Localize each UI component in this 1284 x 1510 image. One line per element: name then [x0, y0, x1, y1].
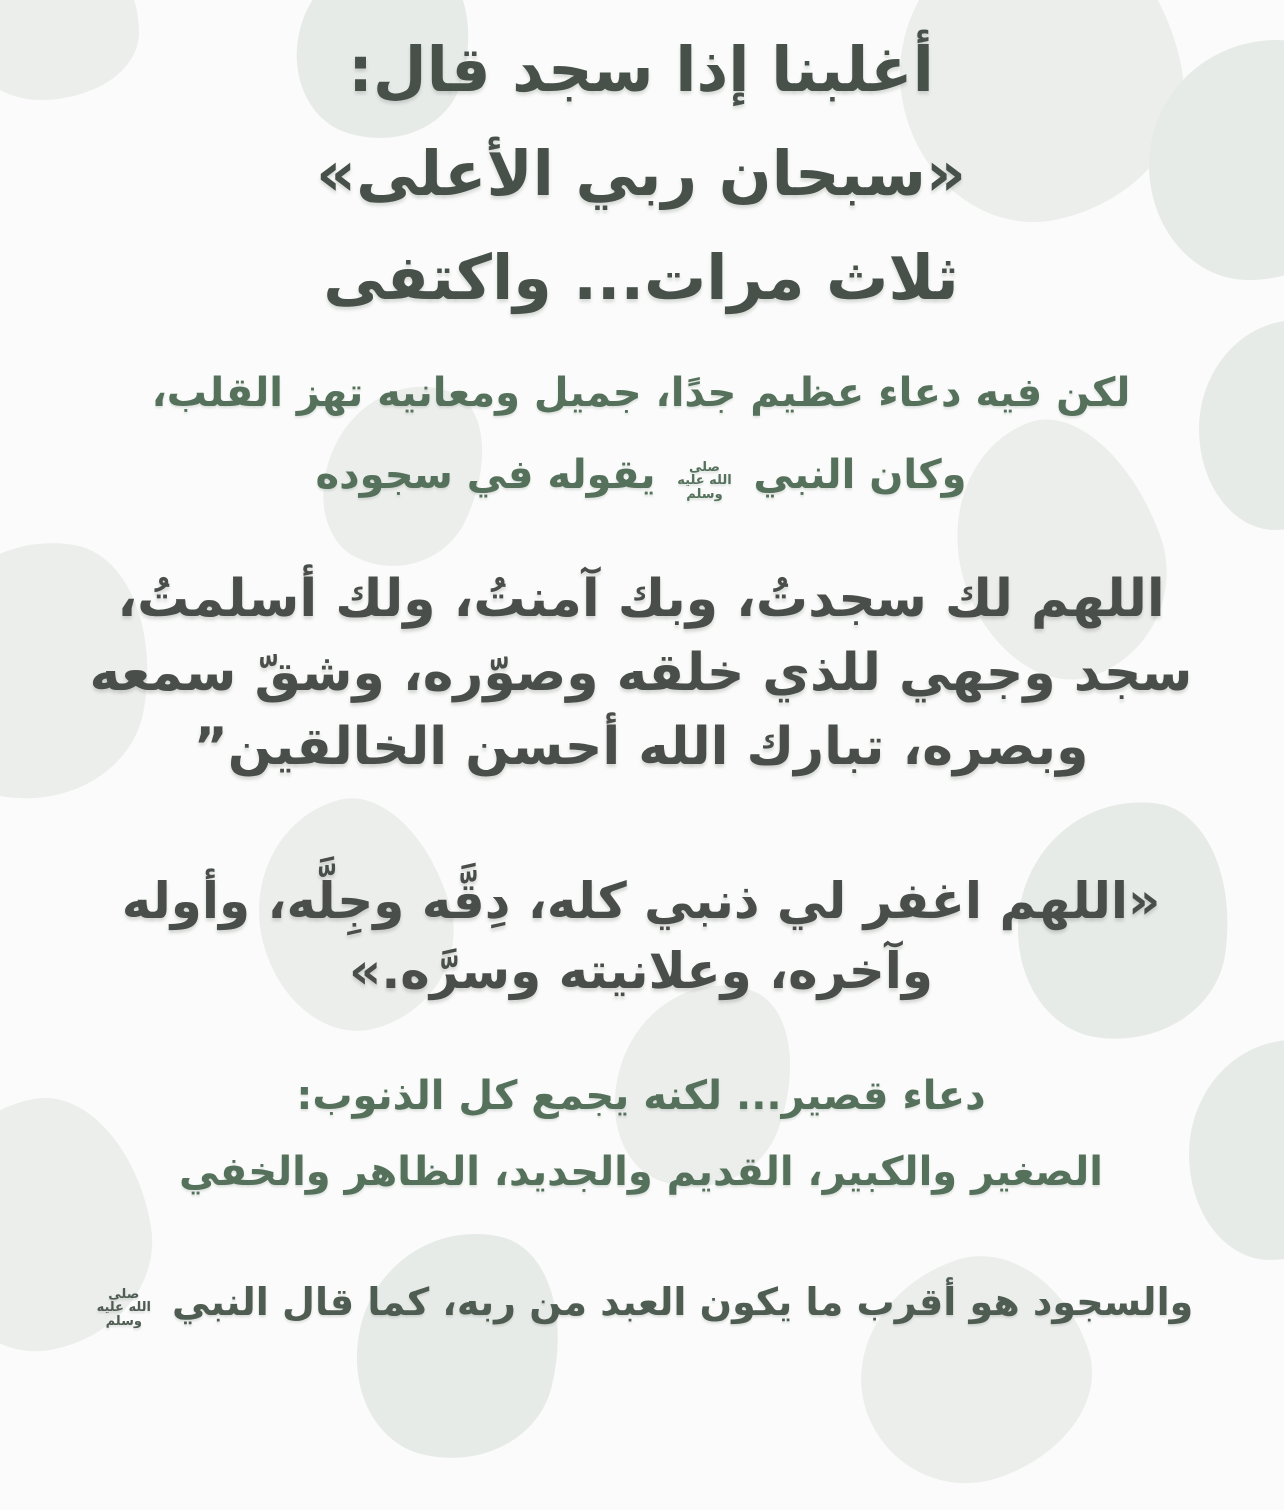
closing-line: [90, 1274, 1194, 1330]
intro-line-2-after: يقوله في سجوده: [316, 452, 657, 498]
dua1-line-3: وبصره، تبارك الله أحسن الخالقين”: [194, 717, 1090, 777]
forgiveness-dua-quote: [123, 866, 1162, 1006]
intro-paragraph: [153, 352, 1132, 516]
title-line-1: أغلبنا إذا سجد قال:: [349, 33, 935, 106]
poster-title: [317, 18, 967, 330]
closing-text: والسجود هو أقرب ما يكون العبد من ربه، كما قال النبي: [173, 1280, 1195, 1324]
title-line-3: ثلاث مرات... واكتفى: [324, 241, 960, 314]
salawat-calligraphy-mark: صلى الله عليه وسلم: [97, 1286, 152, 1329]
comment-paragraph: [180, 1058, 1104, 1210]
comment-line-2: الصغير والكبير، القديم والجديد، الظاهر والخفي: [179, 1149, 1105, 1195]
dua1-line-1: اللهم لك سجدتُ، وبك آمنتُ، ولك أسلمتُ،: [118, 569, 1166, 629]
intro-line-1: لكن فيه دعاء عظيم جدًا، جميل ومعانيه تهز القلب،: [152, 370, 1132, 416]
intro-line-2-before: وكان النبي: [754, 452, 968, 498]
comment-line-1: دعاء قصير... لكنه يجمع كل الذنوب:: [297, 1073, 987, 1119]
dua1-line-2: سجد وجهي للذي خلقه وصوّره، وشقّ سمعه: [90, 643, 1194, 703]
title-line-2: «سبحان ربي الأعلى»: [317, 137, 967, 210]
dua2-line-1: «اللهم اغفر لي ذنبي كله، دِقَّه وجِلَّه، وأوله: [122, 872, 1162, 930]
dua2-line-2: وآخره، وعلانيته وسرَّه.»: [350, 942, 934, 1000]
intro-line-2: [153, 434, 1132, 516]
salawat-calligraphy-mark: صلى الله عليه وسلم: [678, 459, 733, 502]
sujood-dua-quote: [91, 562, 1194, 784]
